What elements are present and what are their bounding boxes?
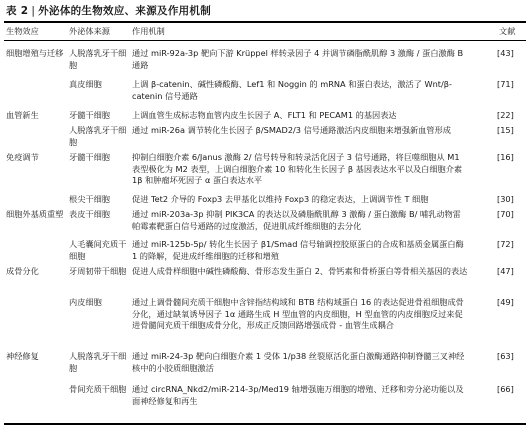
- row-reference: [71]: [497, 79, 514, 89]
- row-source: 牙周韧带干细胞: [69, 266, 127, 276]
- row-mechanism: 上调血管生成标志物血管内皮生长因子 A、FLT1 和 PECAM1 的基因表达: [132, 110, 397, 120]
- header-mechanism: 作用机制: [132, 26, 165, 36]
- row-reference: [49]: [497, 297, 514, 307]
- row-source: 牙髓干细胞: [69, 152, 110, 162]
- header-source: 外泌体来源: [69, 26, 110, 36]
- row-mechanism: 通过上调骨髓间充质干细胞中含锌指结构域和 BTB 结构域蛋白 16 的表达促进骨祖细胞成骨分化，通过缺氧诱导因子 1α 通路生成 H 型血管的内皮细胞，H 型血管的内皮细胞反过来促进骨髓间充质干细胞成骨分化，形成正反馈回路增强成骨 - 血管生成耦合: [132, 297, 464, 331]
- row-reference: [47]: [497, 266, 514, 276]
- row-reference: [70]: [497, 209, 514, 219]
- row-source: 人脱落乳牙干细胞: [69, 125, 127, 147]
- row-mechanism: 抑制白细胞介素 6/Janus 激酶 2/ 信号转导和转录活化因子 3 信号通路，将巨噬细胞从 M1 表型极化为 M2 表型，上调白细胞介素 10 和转化生长因子 β 基因表达水平以及白细胞介素 1β 和肿瘤坏死因子 α 蛋白表达水平: [132, 152, 463, 186]
- title-separator: |: [31, 5, 36, 17]
- header-rule: [4, 40, 526, 41]
- row-effect: 血管新生: [6, 110, 39, 120]
- row-source: 人脱落乳牙干细胞: [69, 48, 127, 70]
- row-source: 内皮细胞: [69, 297, 102, 307]
- row-effect: 成骨分化: [6, 266, 39, 276]
- top-rule: [4, 21, 526, 23]
- row-source: 真皮细胞: [69, 79, 102, 89]
- row-reference: [16]: [497, 152, 514, 162]
- row-source: 骨间充质干细胞: [69, 384, 127, 394]
- row-source: 根尖干细胞: [69, 194, 110, 204]
- row-mechanism: 通过 miR-125b-5p/ 转化生长因子 β1/Smad 信号轴调控胶原蛋白的合成和基质金属蛋白酶 1 的降解，促进成纤维细胞的迁移和增殖: [132, 239, 464, 261]
- row-mechanism: 上调 β-catenin、碱性磷酸酶、Lef1 和 Noggin 的 mRNA 和蛋白表达，激活了 Wnt/β-catenin 信号通路: [132, 79, 452, 101]
- row-reference: [22]: [497, 110, 514, 120]
- bottom-rule: [4, 423, 526, 425]
- row-mechanism: 通过 miR-203a-3p 抑制 PIK3CA 的表达以及磷脂酰肌醇 3 激酶 / 蛋白激酶 B/ 哺乳动物雷帕霉素靶蛋白信号通路的过度激活，促进肌成纤维细胞的去分化: [132, 209, 461, 231]
- row-effect: 免疫调节: [6, 152, 39, 162]
- row-reference: [72]: [497, 239, 514, 249]
- table-number: 表 2: [6, 5, 29, 17]
- row-source: 人毛囊间充质干细胞: [69, 239, 127, 261]
- row-source: 牙髓干细胞: [69, 110, 110, 120]
- row-effect: 细胞增殖与迁移: [6, 48, 64, 58]
- table-title: [6, 4, 211, 18]
- row-mechanism: 通过 miR-24-3p 靶向白细胞介素 1 受体 1/p38 丝裂原活化蛋白激酶通路抑制脊髓三叉神经核中的小胶质细胞激活: [132, 351, 465, 373]
- row-mechanism: 通过 miR-92a-3p 靶向下游 Krüppel 样转录因子 4 并调节磷脂酰肌醇 3 激酶 / 蛋白激酶 B 通路: [132, 48, 464, 70]
- row-mechanism: 促进人成骨样细胞中碱性磷酸酶、骨形态发生蛋白 2、骨钙素和骨桥蛋白等骨相关基因的表达: [132, 266, 468, 276]
- row-effect: 神经修复: [6, 351, 39, 361]
- row-effect: 细胞外基质重塑: [6, 209, 64, 219]
- row-mechanism: 通过 miR-26a 调节转化生长因子 β/SMAD2/3 信号通路激活内皮细胞来增强新血管形成: [132, 125, 451, 135]
- table-caption: 外泌体的生物效应、来源及作用机制: [38, 5, 212, 17]
- header-effect: 生物效应: [6, 26, 39, 36]
- row-reference: [30]: [497, 194, 514, 204]
- row-mechanism: 促进 Tet2 介导的 Foxp3 去甲基化以维持 Foxp3 的稳定表达，上调调节性 T 细胞: [132, 194, 429, 204]
- row-mechanism: 通过 circRNA_Nkd2/miR-214-3p/Med19 轴增强施万细胞的增殖、迁移和旁分泌功能以及面神经修复和再生: [132, 384, 464, 406]
- row-source: 人脱落乳牙干细胞: [69, 351, 127, 373]
- row-reference: [66]: [497, 384, 514, 394]
- header-reference: 文献: [499, 26, 516, 36]
- row-reference: [15]: [497, 125, 514, 135]
- row-source: 表皮干细胞: [69, 209, 110, 219]
- row-reference: [43]: [497, 48, 514, 58]
- row-reference: [63]: [497, 351, 514, 361]
